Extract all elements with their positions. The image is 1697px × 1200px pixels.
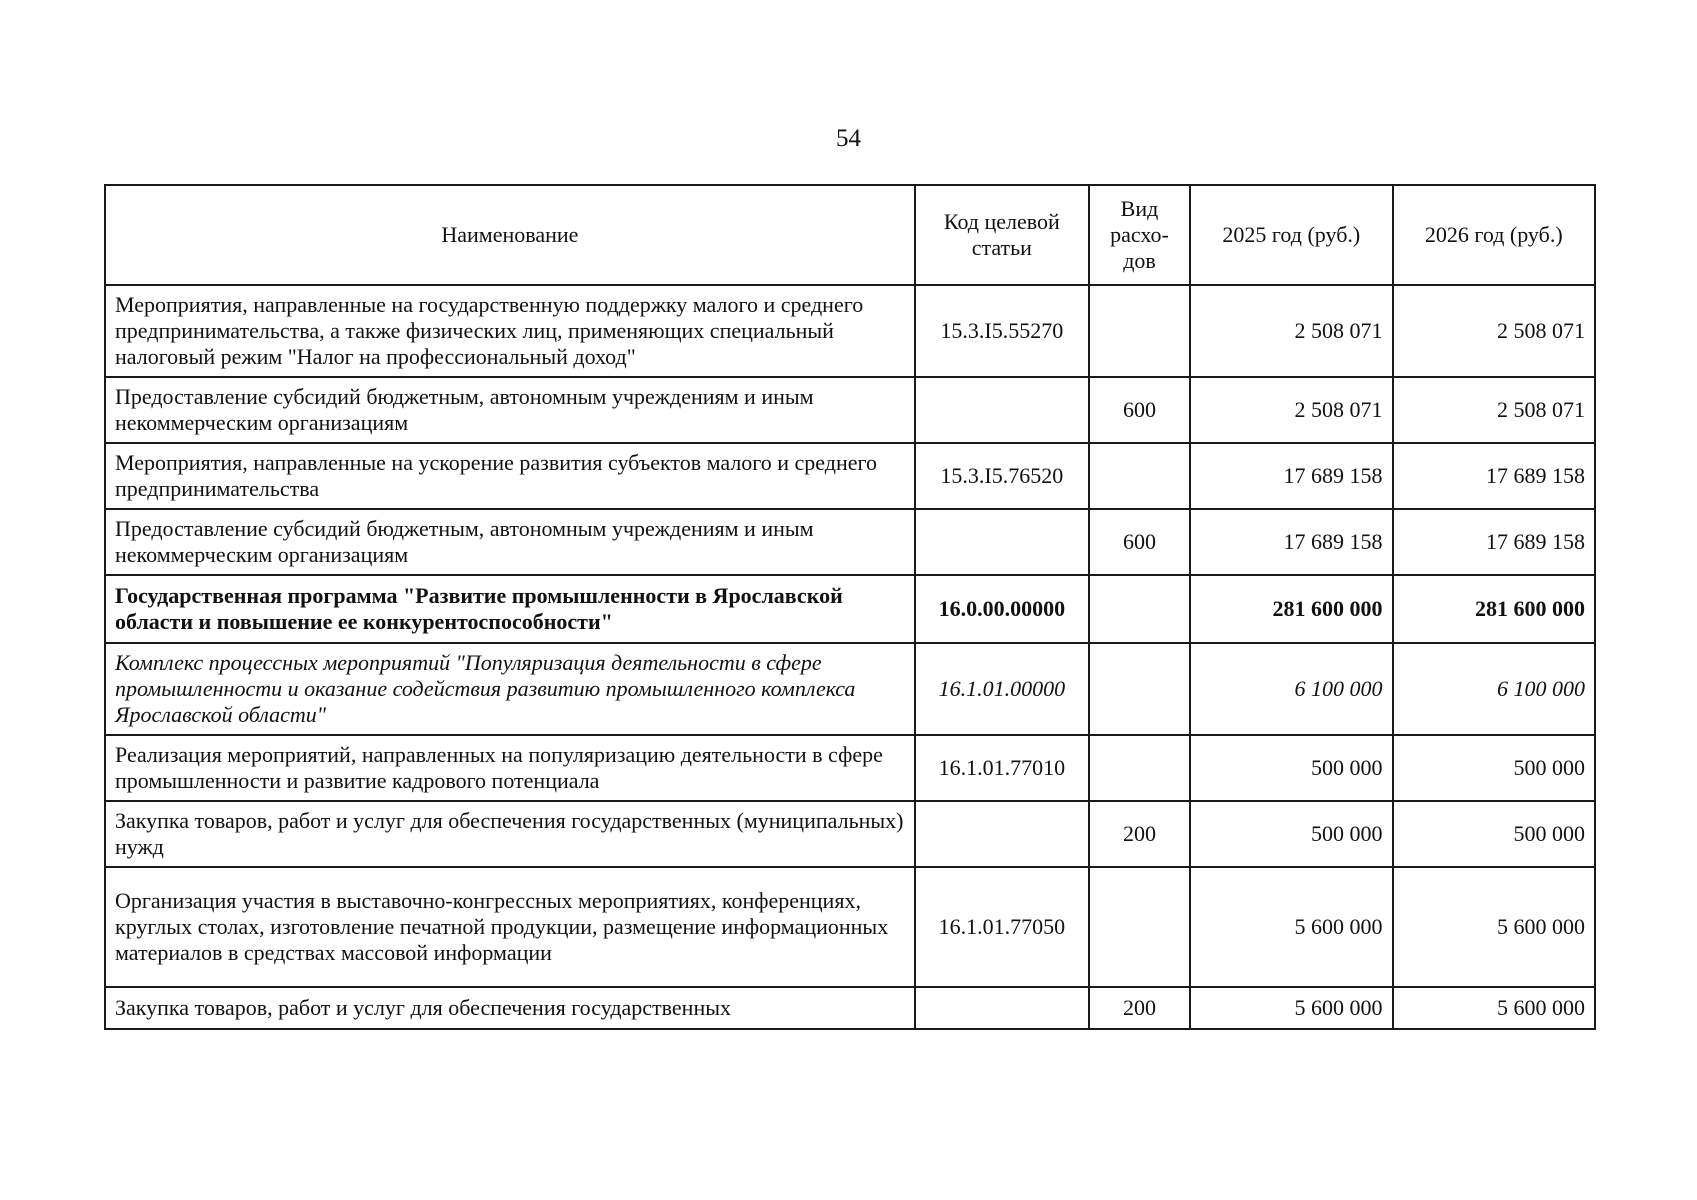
row-amount-2026: 500 000 xyxy=(1393,735,1595,801)
row-amount-2025: 5 600 000 xyxy=(1190,867,1392,987)
row-kind xyxy=(1089,443,1190,509)
row-amount-2025: 6 100 000 xyxy=(1190,643,1392,735)
row-name: Предоставление субсидий бюджетным, автономным учреждениям и иным некоммерческим организациям xyxy=(105,509,915,575)
row-amount-2025: 17 689 158 xyxy=(1190,509,1392,575)
row-code xyxy=(915,377,1089,443)
row-amount-2026: 281 600 000 xyxy=(1393,575,1595,643)
header-name: Наименование xyxy=(105,185,915,285)
table-row xyxy=(105,443,1595,509)
row-amount-2025: 17 689 158 xyxy=(1190,443,1392,509)
row-code xyxy=(915,509,1089,575)
row-kind xyxy=(1089,735,1190,801)
row-name: Государственная программа "Развитие промышленности в Ярославской области и повышение ее конкурентоспособности" xyxy=(105,575,915,643)
row-amount-2025: 500 000 xyxy=(1190,801,1392,867)
row-name: Предоставление субсидий бюджетным, автономным учреждениям и иным некоммерческим организациям xyxy=(105,377,915,443)
row-amount-2026: 17 689 158 xyxy=(1393,509,1595,575)
row-kind xyxy=(1089,867,1190,987)
header-2026: 2026 год (руб.) xyxy=(1393,185,1595,285)
row-kind xyxy=(1089,285,1190,377)
table-row xyxy=(105,285,1595,377)
header-code: Код целевой статьи xyxy=(915,185,1089,285)
table-row-complex xyxy=(105,643,1595,735)
row-code: 16.1.01.00000 xyxy=(915,643,1089,735)
row-kind: 600 xyxy=(1089,509,1190,575)
row-amount-2026: 5 600 000 xyxy=(1393,987,1595,1029)
table-row xyxy=(105,867,1595,987)
table-row xyxy=(105,509,1595,575)
row-kind xyxy=(1089,643,1190,735)
row-name: Реализация мероприятий, направленных на популяризацию деятельности в сфере промышленности и развитие кадрового потенциала xyxy=(105,735,915,801)
row-code: 16.1.01.77050 xyxy=(915,867,1089,987)
table-header-row xyxy=(105,185,1595,285)
table-row xyxy=(105,801,1595,867)
row-kind xyxy=(1089,575,1190,643)
row-name: Мероприятия, направленные на ускорение развития субъектов малого и среднего предпринимательства xyxy=(105,443,915,509)
row-name: Закупка товаров, работ и услуг для обеспечения государственных xyxy=(105,987,915,1029)
row-amount-2025: 2 508 071 xyxy=(1190,285,1392,377)
row-amount-2025: 500 000 xyxy=(1190,735,1392,801)
row-kind: 600 xyxy=(1089,377,1190,443)
table-row xyxy=(105,987,1595,1029)
row-name: Закупка товаров, работ и услуг для обеспечения государственных (муниципальных) нужд xyxy=(105,801,915,867)
row-code: 15.3.I5.76520 xyxy=(915,443,1089,509)
row-name: Организация участия в выставочно-конгрессных мероприятиях, конференциях, круглых столах, изготовление печатной продукции, размещение информационных материалов в средствах массовой информации xyxy=(105,867,915,987)
header-2025: 2025 год (руб.) xyxy=(1190,185,1392,285)
budget-table xyxy=(104,184,1596,1030)
row-amount-2026: 500 000 xyxy=(1393,801,1595,867)
row-code: 16.0.00.00000 xyxy=(915,575,1089,643)
row-kind: 200 xyxy=(1089,987,1190,1029)
table-row xyxy=(105,735,1595,801)
row-amount-2025: 281 600 000 xyxy=(1190,575,1392,643)
row-amount-2026: 6 100 000 xyxy=(1393,643,1595,735)
row-amount-2026: 2 508 071 xyxy=(1393,285,1595,377)
row-name: Мероприятия, направленные на государственную поддержку малого и среднего предпринимательства, а также физических лиц, применяющих специальный налоговый режим "Налог на профессиональный доход" xyxy=(105,285,915,377)
row-code xyxy=(915,801,1089,867)
table-row xyxy=(105,377,1595,443)
page-number: 54 xyxy=(836,125,861,152)
row-code xyxy=(915,987,1089,1029)
row-amount-2026: 5 600 000 xyxy=(1393,867,1595,987)
row-name: Комплекс процессных мероприятий "Популяризация деятельности в сфере промышленности и оказание содействия развитию промышленного комплекса Ярославской области" xyxy=(105,643,915,735)
row-amount-2026: 17 689 158 xyxy=(1393,443,1595,509)
row-amount-2025: 5 600 000 xyxy=(1190,987,1392,1029)
row-amount-2026: 2 508 071 xyxy=(1393,377,1595,443)
row-code: 15.3.I5.55270 xyxy=(915,285,1089,377)
row-kind: 200 xyxy=(1089,801,1190,867)
row-amount-2025: 2 508 071 xyxy=(1190,377,1392,443)
table-row-program xyxy=(105,575,1595,643)
row-code: 16.1.01.77010 xyxy=(915,735,1089,801)
header-kind: Вид расхо-дов xyxy=(1089,185,1190,285)
